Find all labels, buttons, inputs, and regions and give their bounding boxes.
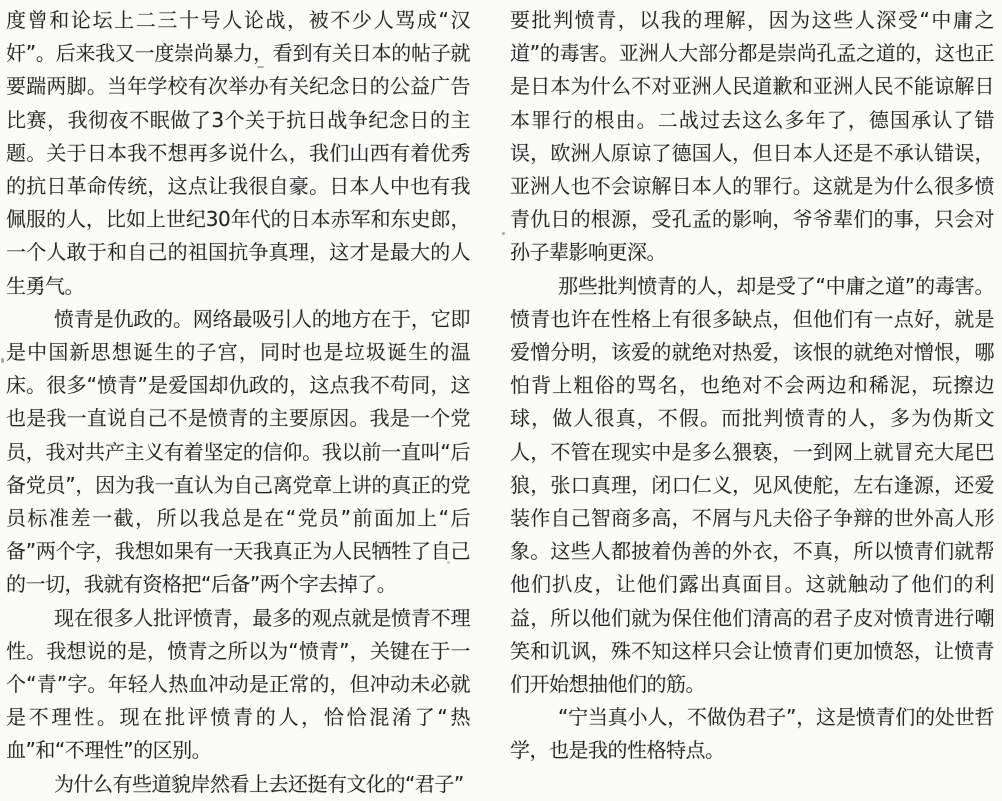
scan-speck bbox=[1, 358, 4, 363]
paragraph: 现在很多人批评愤青，最多的观点就是愤青不理性。我想说的是，愤青之所以为“愤青”，关键在于一个“青”字。年轻人热血冲动是正常的，但冲动未必就是不理性。现在批评愤青的人，恰恰混淆了“热血”和“不理性”的区别。 bbox=[6, 605, 470, 763]
paragraph: 愤青是仇政的。网络最吸引人的地方在于，它即是中国新思想诞生的子宫，同时也是垃圾诞生的温床。很多“愤青”是爱国却仇政的，这点我不苟同，这也是我一直说自己不是愤青的主要原因。我是一个党员，我对共产主义有着坚定的信仰。我以前一直叫“后备党员”，因为我一直认为自己离党章上讲的真正的党员标准差一截，所以我总是在“党员”前面加上“后备”两个字，我想如果有一天我真正为人民牺牲了自己的一切，我就有资格把“后备”两个字去掉了。 bbox=[6, 306, 470, 597]
scan-speck bbox=[257, 66, 264, 68]
paragraph: 为什么有些道貌岸然看上去还挺有文化的“君子” bbox=[54, 771, 464, 796]
paragraph: “宁当真小人，不做伪君子”，这是愤青们的处世哲学，也是我的性格特点。 bbox=[510, 705, 994, 763]
scan-speck bbox=[447, 561, 450, 564]
paragraph-continuation: 度曾和论坛上二三十号人论战，被不少人骂成“汉奸”。后来我又一度崇尚暴力，看到有关日本的帖子就要踹两脚。当年学校有次举办有关纪念日的公益广告比赛，我彻夜不眠做了3个关于抗日战争纪念日的主题。关于日本我不想再多说什么，我们山西有着优秀的抗日革命传统，这点让我很自豪。日本人中也有我佩服的人，比如上世纪30年代的日本赤军和东史郎，一个人敢于和自己的祖国抗争真理，这才是最大的人生勇气。 bbox=[6, 8, 470, 298]
paragraph-continuation: 要批判愤青，以我的理解，因为这些人深受“中庸之道”的毒害。亚洲人大部分都是崇尚孔孟之道的，这也正是日本为什么不对亚洲人民道歉和亚洲人民不能谅解日本罪行的根由。二战过去这么多年了，德国承认了错误，欧洲人原谅了德国人，但日本人还是不承认错误，亚洲人也不会谅解日本人的罪行。这就是为什么很多愤青仇日的根源，受孔孟的影响，爷爷辈们的事，只会对孙子辈影响更深。 bbox=[510, 8, 994, 265]
scan-speck bbox=[502, 232, 505, 235]
paragraph: 那些批判愤青的人，却是受了“中庸之道”的毒害。愤青也许在性格上有很多缺点，但他们有一点好，就是爱憎分明，该爱的就绝对热爱，该恨的就绝对憎恨，哪怕背上粗俗的骂名，也绝对不会两边和稀泥，玩擦边球，做人很真，不假。而批判愤青的人，多为伪斯文人，不管在现实中是多么猥亵，一到网上就冒充大尾巴狼，张口真理，闭口仁义，见风使舵，左右逢源，还爱装作自己智商多高，不屑与凡夫俗子争辩的世外高人形象。这些人都披着伪善的外衣，不真，所以愤青们就帮他们扒皮，让他们露出真面目。这就触动了他们的利益，所以他们就为保住他们清高的君子皮对愤青进行嘲笑和讥讽，殊不知这样只会让愤青们更加愤怒，让愤青们开始想抽他们的筋。 bbox=[510, 273, 994, 697]
scan-speck bbox=[935, 56, 939, 58]
text-column-left bbox=[6, 4, 470, 796]
text-column-right bbox=[510, 4, 994, 768]
